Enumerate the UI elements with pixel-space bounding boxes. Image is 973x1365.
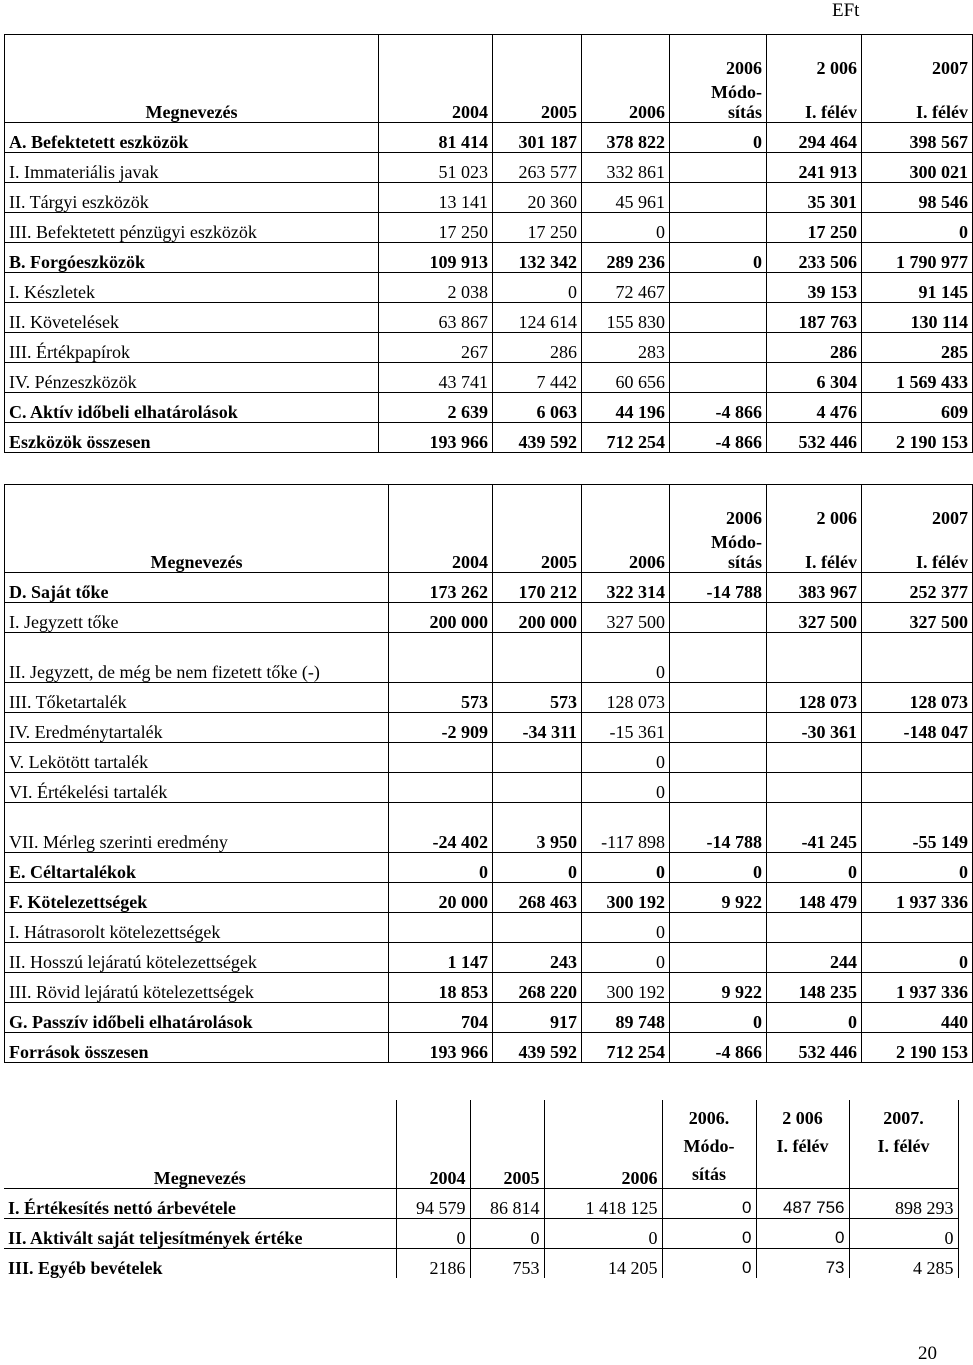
table-row xyxy=(5,153,973,183)
cell-h07 xyxy=(862,743,973,773)
cell-mod xyxy=(670,773,767,803)
cell-v2006: 155 830 xyxy=(582,303,670,333)
cell-h06: 6 304 xyxy=(767,363,862,393)
table-row xyxy=(5,183,973,213)
cell-h07: 327 500 xyxy=(862,603,973,633)
header-2007-h1 xyxy=(862,485,973,573)
cell-v2004: 200 000 xyxy=(389,603,493,633)
cell-mod xyxy=(670,633,767,683)
header-2006-h1 xyxy=(767,485,862,573)
header-mod-l2: Módo- xyxy=(683,1135,735,1156)
cell-v2005: 243 xyxy=(493,943,582,973)
cell-h07: 98 546 xyxy=(862,183,973,213)
cell-h06: 233 506 xyxy=(767,243,862,273)
cell-v2005: -34 311 xyxy=(493,713,582,743)
cell-mod xyxy=(670,153,767,183)
row-label: I. Immateriális javak xyxy=(5,153,379,183)
cell-v2004: 193 966 xyxy=(379,423,493,453)
cell-v2006: 128 073 xyxy=(582,683,670,713)
cell-v2005: 917 xyxy=(493,1003,582,1033)
cell-h06: 383 967 xyxy=(767,573,862,603)
header-name: Megnevezés xyxy=(5,35,379,123)
cell-h06 xyxy=(767,743,862,773)
cell-v2006: 60 656 xyxy=(582,363,670,393)
cell-v2005: 301 187 xyxy=(493,123,582,153)
row-label: G. Passzív időbeli elhatárolások xyxy=(5,1003,389,1033)
table-row xyxy=(4,1248,958,1278)
cell-mod: 9 922 xyxy=(670,883,767,913)
liabilities-table xyxy=(4,484,973,1063)
cell-mod xyxy=(670,743,767,773)
row-label: IV. Eredménytartalék xyxy=(5,713,389,743)
cell-mod xyxy=(670,183,767,213)
table-row xyxy=(5,393,973,423)
table-row xyxy=(5,913,973,943)
cell-v2005: 573 xyxy=(493,683,582,713)
cell-mod xyxy=(670,943,767,973)
header-h07-period: I. félév xyxy=(916,552,968,572)
table-row xyxy=(5,423,973,453)
header-h06-period: I. félév xyxy=(805,552,857,572)
cell-h06: 327 500 xyxy=(767,603,862,633)
table-row xyxy=(5,363,973,393)
cell-v2004: 173 262 xyxy=(389,573,493,603)
cell-h06: 148 235 xyxy=(767,973,862,1003)
cell-mod xyxy=(670,683,767,713)
table-row xyxy=(5,773,973,803)
cell-v2006: 712 254 xyxy=(582,423,670,453)
cell-h07: 1 569 433 xyxy=(862,363,973,393)
cell-h07: 4 285 xyxy=(849,1248,958,1278)
cell-h07 xyxy=(862,773,973,803)
cell-v2005: 0 xyxy=(493,273,582,303)
cell-v2006: 89 748 xyxy=(582,1003,670,1033)
cell-v2004: 704 xyxy=(389,1003,493,1033)
table-row xyxy=(5,273,973,303)
cell-v2005: 6 063 xyxy=(493,393,582,423)
cell-v2006: -117 898 xyxy=(582,803,670,853)
cell-v2006: 0 xyxy=(582,853,670,883)
cell-v2006: 1 418 125 xyxy=(544,1188,662,1218)
cell-v2004: 267 xyxy=(379,333,493,363)
cell-v2004: 13 141 xyxy=(379,183,493,213)
cell-v2004: 43 741 xyxy=(379,363,493,393)
cell-h07: 609 xyxy=(862,393,973,423)
header-mod-year: 2006 xyxy=(726,58,762,78)
cell-v2004: 109 913 xyxy=(379,243,493,273)
cell-v2006: 712 254 xyxy=(582,1033,670,1063)
header-name: Megnevezés xyxy=(4,1100,396,1188)
cell-v2005: 263 577 xyxy=(493,153,582,183)
table-row xyxy=(5,123,973,153)
header-h06-year: 2 006 xyxy=(816,58,857,78)
cell-h06: 73 xyxy=(756,1248,849,1278)
row-label: II. Jegyzett, de még be nem fizetett tőke (-) xyxy=(5,633,389,683)
cell-v2005: 439 592 xyxy=(493,1033,582,1063)
cell-h07: 128 073 xyxy=(862,683,973,713)
cell-h07: 2 190 153 xyxy=(862,423,973,453)
page-number: 20 xyxy=(918,1343,937,1364)
header-2007-h1 xyxy=(862,35,973,123)
row-label: III. Egyéb bevételek xyxy=(4,1248,396,1278)
table-row xyxy=(5,973,973,1003)
header-2006-h1 xyxy=(767,35,862,123)
cell-v2004: 0 xyxy=(396,1218,470,1248)
table-row xyxy=(5,943,973,973)
cell-v2006: 378 822 xyxy=(582,123,670,153)
cell-v2005: 86 814 xyxy=(470,1188,544,1218)
table-row xyxy=(5,853,973,883)
row-label: F. Kötelezettségek xyxy=(5,883,389,913)
row-label: II. Hosszú lejáratú kötelezettségek xyxy=(5,943,389,973)
row-label: III. Értékpapírok xyxy=(5,333,379,363)
table-row xyxy=(5,303,973,333)
header-h07-period: I. félév xyxy=(916,102,968,122)
cell-mod: 9 922 xyxy=(670,973,767,1003)
cell-v2004 xyxy=(389,743,493,773)
header-2005: 2005 xyxy=(493,485,582,573)
table-row xyxy=(5,333,973,363)
cell-v2004: 573 xyxy=(389,683,493,713)
cell-mod: -4 866 xyxy=(670,393,767,423)
table-row xyxy=(5,683,973,713)
row-label: D. Saját tőke xyxy=(5,573,389,603)
cell-v2006: 0 xyxy=(582,633,670,683)
cell-h06: -41 245 xyxy=(767,803,862,853)
cell-h06: 294 464 xyxy=(767,123,862,153)
cell-v2005: 268 463 xyxy=(493,883,582,913)
row-label: E. Céltartalékok xyxy=(5,853,389,883)
cell-v2004 xyxy=(389,633,493,683)
cell-v2006: 289 236 xyxy=(582,243,670,273)
cell-v2006: 44 196 xyxy=(582,393,670,423)
table-row xyxy=(5,213,973,243)
cell-h06: 532 446 xyxy=(767,423,862,453)
header-mod-year: 2006. xyxy=(688,1107,730,1128)
cell-v2006: 72 467 xyxy=(582,273,670,303)
cell-v2005: 0 xyxy=(470,1218,544,1248)
cell-mod: -14 788 xyxy=(670,573,767,603)
cell-h07: 0 xyxy=(862,943,973,973)
row-label: III. Befektetett pénzügyi eszközök xyxy=(5,213,379,243)
cell-mod xyxy=(670,303,767,333)
row-label: III. Rövid lejáratú kötelezettségek xyxy=(5,973,389,1003)
cell-mod xyxy=(670,913,767,943)
cell-v2005 xyxy=(493,913,582,943)
cell-v2005: 753 xyxy=(470,1248,544,1278)
cell-v2005: 3 950 xyxy=(493,803,582,853)
cell-mod: -4 866 xyxy=(670,1033,767,1063)
header-mod-l2: Módo- xyxy=(711,82,762,102)
table-row xyxy=(5,243,973,273)
cell-mod: -14 788 xyxy=(670,803,767,853)
cell-v2004 xyxy=(389,913,493,943)
header-h07-year: 2007 xyxy=(932,508,968,528)
cell-h06: 4 476 xyxy=(767,393,862,423)
table-row xyxy=(4,1188,958,1218)
cell-h06 xyxy=(767,913,862,943)
row-label: B. Forgóeszközök xyxy=(5,243,379,273)
header-mod-l3: sítás xyxy=(691,1163,726,1184)
cell-v2005 xyxy=(493,633,582,683)
liabilities-header-row xyxy=(5,485,973,573)
row-label: IV. Pénzeszközök xyxy=(5,363,379,393)
cell-h07: 0 xyxy=(849,1218,958,1248)
cell-v2004: -24 402 xyxy=(389,803,493,853)
row-label: I. Hátrasorolt kötelezettségek xyxy=(5,913,389,943)
cell-v2004: 2 639 xyxy=(379,393,493,423)
cell-mod xyxy=(670,213,767,243)
header-2004: 2004 xyxy=(389,485,493,573)
cell-v2004: -2 909 xyxy=(389,713,493,743)
header-modification xyxy=(662,1100,756,1188)
header-mod-l3: sítás xyxy=(727,102,762,122)
cell-h06: -30 361 xyxy=(767,713,862,743)
header-name: Megnevezés xyxy=(5,485,389,573)
header-h07-year: 2007. xyxy=(883,1107,924,1128)
table-row xyxy=(5,573,973,603)
cell-h07: -148 047 xyxy=(862,713,973,743)
cell-h07: 285 xyxy=(862,333,973,363)
cell-v2005: 286 xyxy=(493,333,582,363)
cell-v2006: 0 xyxy=(544,1218,662,1248)
header-h06-period: I. félév xyxy=(805,102,857,122)
cell-v2005: 20 360 xyxy=(493,183,582,213)
cell-h07: 130 114 xyxy=(862,303,973,333)
cell-mod: 0 xyxy=(670,1003,767,1033)
cell-v2005 xyxy=(493,773,582,803)
cell-v2005: 0 xyxy=(493,853,582,883)
cell-h06: 0 xyxy=(767,853,862,883)
cell-h07: 252 377 xyxy=(862,573,973,603)
cell-v2005 xyxy=(493,743,582,773)
cell-v2006: 327 500 xyxy=(582,603,670,633)
cell-h06 xyxy=(767,633,862,683)
table-row xyxy=(5,803,973,853)
cell-v2006: 0 xyxy=(582,743,670,773)
cell-h06: 39 153 xyxy=(767,273,862,303)
cell-v2004: 193 966 xyxy=(389,1033,493,1063)
header-h06-period: I. félév xyxy=(776,1135,829,1156)
row-label: V. Lekötött tartalék xyxy=(5,743,389,773)
cell-h06: 244 xyxy=(767,943,862,973)
cell-mod xyxy=(670,713,767,743)
header-2006: 2006 xyxy=(582,35,670,123)
cell-h06: 17 250 xyxy=(767,213,862,243)
cell-v2005: 439 592 xyxy=(493,423,582,453)
unit-label: EFt xyxy=(832,0,860,21)
cell-h06: 487 756 xyxy=(756,1188,849,1218)
header-2006-h1 xyxy=(756,1100,849,1188)
header-2006: 2006 xyxy=(544,1100,662,1188)
row-label: C. Aktív időbeli elhatárolások xyxy=(5,393,379,423)
header-mod-year: 2006 xyxy=(726,508,762,528)
cell-h07: 2 190 153 xyxy=(862,1033,973,1063)
header-h07-period: I. félév xyxy=(877,1135,930,1156)
cell-h07: 1 937 336 xyxy=(862,883,973,913)
row-label: II. Aktivált saját teljesítmények értéke xyxy=(4,1218,396,1248)
cell-mod: 0 xyxy=(670,123,767,153)
cell-h06: 187 763 xyxy=(767,303,862,333)
header-modification xyxy=(670,485,767,573)
header-modification xyxy=(670,35,767,123)
table-row xyxy=(5,743,973,773)
row-label: Források összesen xyxy=(5,1033,389,1063)
row-label: I. Jegyzett tőke xyxy=(5,603,389,633)
cell-mod: 0 xyxy=(670,243,767,273)
header-2007-h1 xyxy=(849,1100,958,1188)
assets-table xyxy=(4,34,973,453)
table-row xyxy=(5,713,973,743)
cell-h06: 0 xyxy=(756,1218,849,1248)
row-label: I. Értékesítés nettó árbevétele xyxy=(4,1188,396,1218)
table-row xyxy=(5,883,973,913)
cell-v2004 xyxy=(389,773,493,803)
cell-v2004: 17 250 xyxy=(379,213,493,243)
cell-h07: 0 xyxy=(862,853,973,883)
cell-v2005: 132 342 xyxy=(493,243,582,273)
table-row xyxy=(4,1218,958,1248)
cell-h07 xyxy=(862,913,973,943)
row-label: III. Tőketartalék xyxy=(5,683,389,713)
cell-v2006: 300 192 xyxy=(582,973,670,1003)
cell-h07: 300 021 xyxy=(862,153,973,183)
cell-h07 xyxy=(862,633,973,683)
table-row xyxy=(5,1003,973,1033)
cell-mod: 0 xyxy=(670,853,767,883)
cell-h07: 1 937 336 xyxy=(862,973,973,1003)
row-label: VII. Mérleg szerinti eredmény xyxy=(5,803,389,853)
cell-mod xyxy=(670,363,767,393)
cell-h06: 286 xyxy=(767,333,862,363)
table-row xyxy=(5,603,973,633)
cell-v2006: 322 314 xyxy=(582,573,670,603)
cell-h06: 0 xyxy=(767,1003,862,1033)
cell-v2005: 268 220 xyxy=(493,973,582,1003)
cell-v2006: 0 xyxy=(582,773,670,803)
cell-h06: 148 479 xyxy=(767,883,862,913)
cell-h06: 128 073 xyxy=(767,683,862,713)
cell-h06: 35 301 xyxy=(767,183,862,213)
row-label: VI. Értékelési tartalék xyxy=(5,773,389,803)
cell-v2006: 0 xyxy=(582,913,670,943)
cell-mod: 0 xyxy=(662,1188,756,1218)
header-2004: 2004 xyxy=(379,35,493,123)
header-h06-year: 2 006 xyxy=(782,1107,823,1128)
row-label: A. Befektetett eszközök xyxy=(5,123,379,153)
row-label: II. Tárgyi eszközök xyxy=(5,183,379,213)
cell-v2004: 1 147 xyxy=(389,943,493,973)
table-row xyxy=(5,633,973,683)
cell-v2006: 300 192 xyxy=(582,883,670,913)
cell-h07: 0 xyxy=(862,213,973,243)
table-row xyxy=(5,1033,973,1063)
cell-v2004: 81 414 xyxy=(379,123,493,153)
cell-h07: 398 567 xyxy=(862,123,973,153)
cell-mod: 0 xyxy=(662,1218,756,1248)
cell-h06: 241 913 xyxy=(767,153,862,183)
cell-v2005: 7 442 xyxy=(493,363,582,393)
cell-v2004: 51 023 xyxy=(379,153,493,183)
assets-header-row xyxy=(5,35,973,123)
income-header-row xyxy=(4,1100,958,1188)
cell-h07: -55 149 xyxy=(862,803,973,853)
cell-v2005: 170 212 xyxy=(493,573,582,603)
cell-v2004: 63 867 xyxy=(379,303,493,333)
header-2004: 2004 xyxy=(396,1100,470,1188)
cell-v2006: 332 861 xyxy=(582,153,670,183)
header-mod-l2: Módo- xyxy=(711,532,762,552)
cell-mod xyxy=(670,273,767,303)
cell-h07: 91 145 xyxy=(862,273,973,303)
header-2006: 2006 xyxy=(582,485,670,573)
cell-v2004: 2 038 xyxy=(379,273,493,303)
cell-v2006: -15 361 xyxy=(582,713,670,743)
cell-h07: 440 xyxy=(862,1003,973,1033)
cell-mod xyxy=(670,333,767,363)
header-mod-l3: sítás xyxy=(727,552,762,572)
cell-mod: -4 866 xyxy=(670,423,767,453)
row-label: Eszközök összesen xyxy=(5,423,379,453)
row-label: II. Követelések xyxy=(5,303,379,333)
cell-h06 xyxy=(767,773,862,803)
cell-v2004: 94 579 xyxy=(396,1188,470,1218)
cell-v2005: 17 250 xyxy=(493,213,582,243)
cell-v2006: 0 xyxy=(582,943,670,973)
cell-h07: 1 790 977 xyxy=(862,243,973,273)
header-2005: 2005 xyxy=(493,35,582,123)
cell-mod: 0 xyxy=(662,1248,756,1278)
cell-v2004: 0 xyxy=(389,853,493,883)
header-h07-year: 2007 xyxy=(932,58,968,78)
cell-v2004: 18 853 xyxy=(389,973,493,1003)
row-label: I. Készletek xyxy=(5,273,379,303)
cell-v2006: 45 961 xyxy=(582,183,670,213)
cell-v2005: 124 614 xyxy=(493,303,582,333)
cell-v2006: 283 xyxy=(582,333,670,363)
cell-v2004: 2186 xyxy=(396,1248,470,1278)
cell-v2005: 200 000 xyxy=(493,603,582,633)
cell-v2006: 0 xyxy=(582,213,670,243)
income-table xyxy=(4,1100,959,1278)
cell-v2006: 14 205 xyxy=(544,1248,662,1278)
cell-h07: 898 293 xyxy=(849,1188,958,1218)
header-h06-year: 2 006 xyxy=(816,508,857,528)
cell-v2004: 20 000 xyxy=(389,883,493,913)
cell-h06: 532 446 xyxy=(767,1033,862,1063)
header-2005: 2005 xyxy=(470,1100,544,1188)
cell-mod xyxy=(670,603,767,633)
